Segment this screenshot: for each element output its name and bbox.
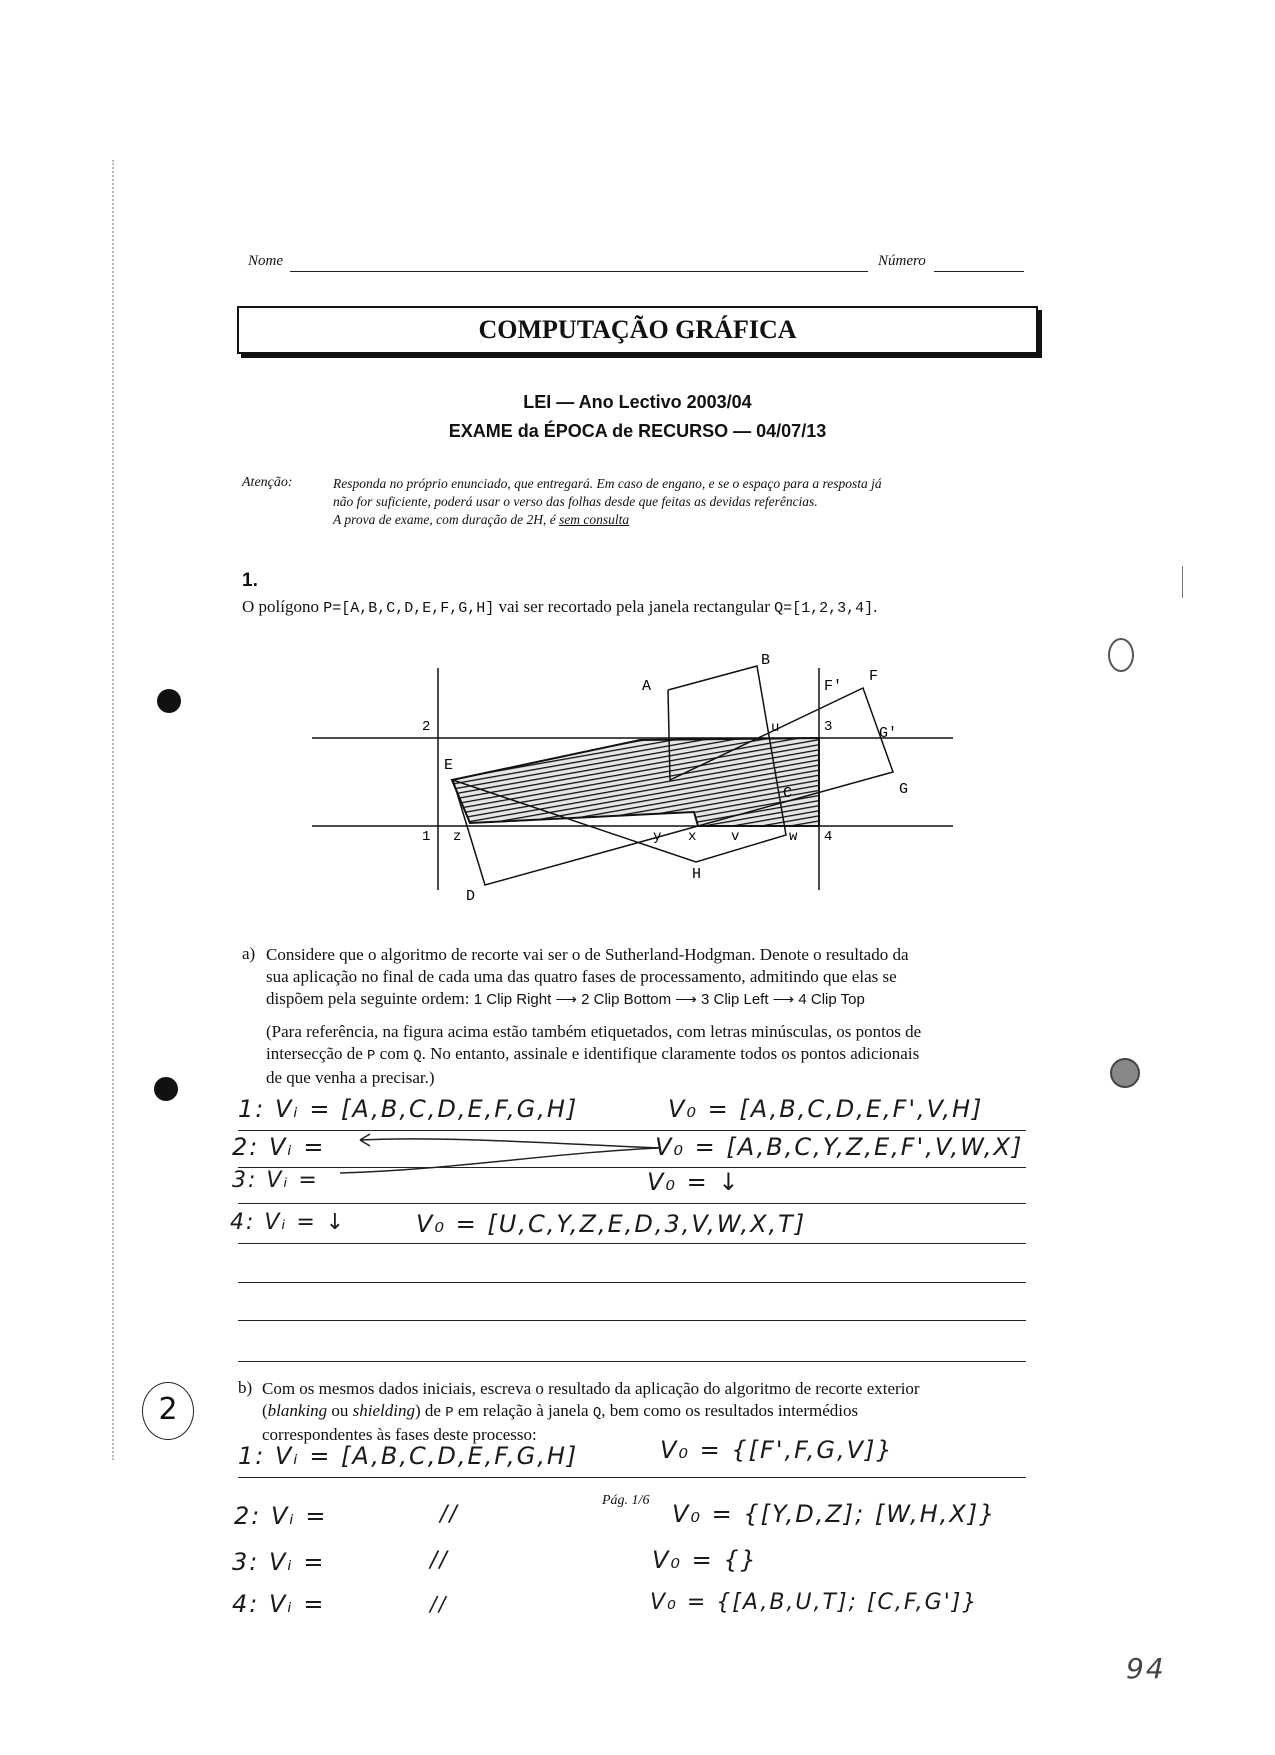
scan-artifact-ring-2 [1110, 1058, 1140, 1088]
page-number: Pág. 1/6 [602, 1493, 650, 1508]
part-a-note-1: (Para referência, na figura acima estão também etiquetados, com letras minúsculas, os pontos de [266, 1022, 922, 1041]
label-E: E [444, 757, 454, 774]
answer-b-3-output: V₀ = {} [652, 1546, 758, 1574]
b2-shielding: shielding [352, 1401, 416, 1420]
grade-mark: 94 [1126, 1652, 1166, 1685]
answer-line-7 [238, 1361, 1026, 1362]
answer-a-4-input: 4: Vᵢ = ↓ [230, 1210, 347, 1235]
answer-b-3-input: 3: Vᵢ = [232, 1548, 326, 1576]
part-a-line-2: sua aplicação no final de cada uma das quatro fases de processamento, admitindo que elas se [266, 967, 897, 986]
label-H: H [692, 866, 702, 883]
answer-b-4-input: 4: Vᵢ = [232, 1590, 326, 1618]
corner-1: 1 [422, 829, 431, 845]
label-u: u [771, 720, 780, 736]
answer-b-2-ditto: // [440, 1502, 459, 1527]
note-2-c: . No entanto, assinale e identifique claramente todos os pontos adicionais [421, 1044, 920, 1063]
label-x: x [688, 829, 697, 845]
label-B: B [761, 652, 771, 669]
attention-line-2: não for suficiente, poderá usar o verso das folhas desde que feitas as devidas referências. [333, 494, 818, 509]
part-a-text [266, 944, 1036, 1089]
label-v: v [731, 829, 740, 845]
answer-line-5 [238, 1282, 1026, 1283]
b2-c: ) de [415, 1401, 446, 1420]
number-field-line [934, 271, 1024, 272]
label-F: F [869, 668, 879, 685]
part-a-line-3 [266, 988, 1036, 1011]
corner-4: 4 [824, 829, 833, 845]
part-a-note-2 [266, 1043, 1036, 1067]
answer-a-1-output: V₀ = [A,B,C,D,E,F',V,H] [668, 1095, 984, 1123]
label-y: y [653, 829, 662, 845]
clip-order: 1 Clip Right ⟶ 2 Clip Bottom ⟶ 3 Clip Left ⟶ 4 Clip Top [473, 991, 865, 1008]
answer-b-line-1 [238, 1477, 1026, 1478]
part-a-line-1: Considere que o algoritmo de recorte vai ser o de Sutherland-Hodgman. Denote o resultado da [266, 945, 909, 964]
answer-a-3-input: 3: Vᵢ = [232, 1168, 319, 1193]
label-z: z [453, 829, 462, 845]
scan-artifact-ring-1 [1108, 638, 1134, 672]
label-F-prime: F' [824, 678, 843, 695]
part-b-line-2 [262, 1400, 1032, 1424]
title-box [237, 306, 1038, 354]
page-title: COMPUTAÇÃO GRÁFICA [478, 315, 797, 344]
b2-p: P [445, 1405, 454, 1421]
exam-subtitle: EXAME da ÉPOCA de RECURSO — 04/07/13 [448, 421, 827, 441]
attention-text [333, 475, 1033, 529]
statement-part-a: O polígono [242, 597, 324, 616]
note-2-b: com [375, 1044, 414, 1063]
b2-e: , bem como os resultados intermédios [601, 1401, 859, 1420]
scan-edge-dots [112, 160, 118, 1460]
attention-line-3-prefix: A prova de exame, com duração de 2H, é [333, 512, 560, 527]
question-number: 1. [242, 570, 258, 591]
statement-end: . [873, 597, 878, 616]
name-field-line [290, 271, 868, 272]
number-label: Número [878, 253, 926, 269]
answer-b-2-input: 2: Vᵢ = [234, 1502, 328, 1530]
part-a-line-3-prefix: dispõem pela seguinte ordem: [266, 989, 470, 1008]
note-2-p: P [367, 1048, 376, 1064]
label-A: A [642, 678, 652, 695]
label-C: C [783, 785, 793, 802]
part-a-label: a) [242, 944, 256, 963]
attention-no-consult: sem consulta [559, 512, 630, 527]
answer-b-4-ditto: // [430, 1592, 448, 1616]
answer-b-3-ditto: // [430, 1548, 449, 1573]
answer-strokes [300, 1100, 700, 1180]
corner-3: 3 [824, 719, 833, 735]
clipping-figure [300, 640, 980, 900]
answer-b-1-output: V₀ = {[F',F,G,V]} [660, 1436, 894, 1464]
part-b-line-1: Com os mesmos dados iniciais, escreva o resultado da aplicação do algoritmo de recorte exterior [262, 1379, 920, 1398]
b2-blanking: blanking [267, 1401, 328, 1420]
course-subtitle: LEI — Ano Lectivo 2003/04 [523, 392, 752, 412]
attention-line-3 [333, 511, 1033, 529]
label-G: G [899, 781, 909, 798]
binder-hole-bottom [154, 1077, 178, 1101]
answer-line-6 [238, 1320, 1026, 1321]
answer-a-4-output: V₀ = [U,C,Y,Z,E,D,3,V,W,X,T] [416, 1210, 807, 1238]
note-2-a: intersecção de [266, 1044, 367, 1063]
scan-artifact-line [1182, 566, 1183, 598]
b2-a: ( [262, 1401, 268, 1420]
polygon-definition: P=[A,B,C,D,E,F,G,H] [323, 600, 495, 617]
b2-d: em relação à janela [453, 1401, 593, 1420]
note-2-q: Q [413, 1048, 422, 1064]
answer-a-2-input: 2: Vᵢ = [232, 1133, 326, 1161]
answer-a-1-input: 1: Vᵢ = [A,B,C,D,E,F,G,H] [238, 1095, 579, 1123]
window-definition: Q=[1,2,3,4] [774, 600, 874, 617]
answer-a-2-output: V₀ = [A,B,C,Y,Z,E,F',V,W,X] [655, 1133, 1024, 1161]
answer-line-3 [238, 1203, 1026, 1204]
part-a-note-3: de que venha a precisar.) [266, 1068, 435, 1087]
b2-q: Q [592, 1405, 602, 1421]
clipped-region [452, 738, 819, 826]
part-b-line-3: correspondentes às fases deste processo: [262, 1425, 537, 1444]
label-D: D [466, 888, 476, 900]
label-w: w [789, 829, 798, 845]
answer-line-4 [238, 1243, 1026, 1244]
label-G-prime: G' [879, 725, 898, 742]
answer-b-4-output: V₀ = {[A,B,U,T]; [C,F,G']} [650, 1590, 979, 1615]
margin-circled-mark: 2 [142, 1382, 194, 1440]
statement-part-b: vai ser recortado pela janela rectangular [494, 597, 775, 616]
name-label: Nome [248, 253, 283, 269]
question-statement [242, 597, 877, 617]
part-b-label: b) [238, 1378, 253, 1397]
binder-hole-top [157, 689, 181, 713]
b2-b: ou [327, 1401, 353, 1420]
attention-label: Atenção: [242, 475, 293, 490]
part-b-text [262, 1378, 1032, 1446]
attention-line-1: Responda no próprio enunciado, que entregará. Em caso de engano, e se o espaço para a resposta já [333, 476, 882, 491]
corner-2: 2 [422, 719, 431, 735]
answer-b-2-output: V₀ = {[Y,D,Z]; [W,H,X]} [672, 1500, 997, 1528]
answer-a-3-output: V₀ = ↓ [647, 1168, 741, 1196]
answer-b-1-input: 1: Vᵢ = [A,B,C,D,E,F,G,H] [238, 1442, 579, 1470]
